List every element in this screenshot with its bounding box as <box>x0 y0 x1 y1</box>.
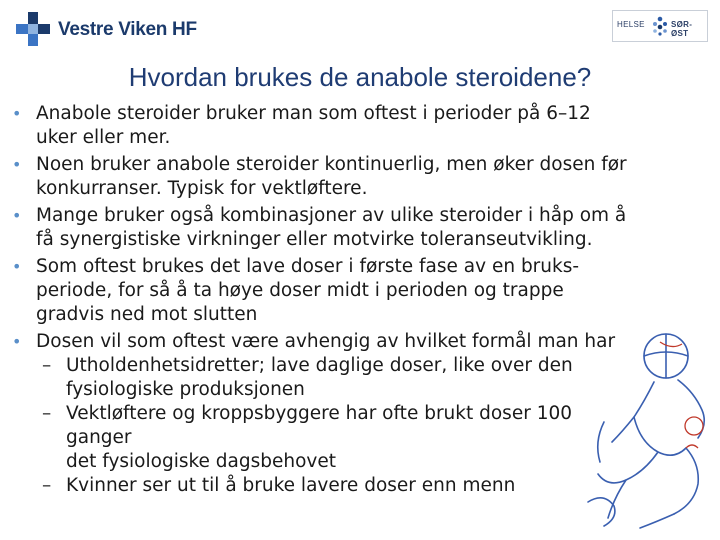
cross-logo-icon <box>16 12 50 46</box>
partner-word-1: HELSE <box>617 20 645 29</box>
dots-logo-icon <box>651 16 669 36</box>
bullet-item: • Dosen vil som oftest være avhengig av hvilket formål man har – Utholdenhetsidretter; lave daglige doser, like over den fysiologiske produksjonen – Vektløftere og kroppsbyggere har ofte brukt doser 100 ganger det fysiologiske dagsbehovet – Kvinner ser ut til å bruke lavere doser enn menn <box>8 330 708 498</box>
bullet-item: • Anabole steroider bruker man som oftest i perioder på 6–12 uker eller mer. <box>8 102 708 150</box>
org-name: Vestre Viken HF <box>58 19 197 40</box>
sub-bullet-item: – Kvinner ser ut til å bruke lavere doser enn menn <box>36 474 708 498</box>
bullet-list <box>8 102 708 501</box>
partner-word-2: SØR-ØST <box>671 20 693 38</box>
bullet-item: • Som oftest brukes det lave doser i første fase av en bruks- periode, for så å ta høye doser midt i perioden og trappe gradvis ned mot slutten <box>8 255 708 327</box>
sub-bullet-item: – Utholdenhetsidretter; lave daglige doser, like over den fysiologiske produksjonen <box>36 354 708 402</box>
vestre-viken-logo <box>16 12 216 48</box>
slide-title: Hvordan brukes de anabole steroidene? <box>128 62 592 92</box>
bullet-item: • Mange bruker også kombinasjoner av ulike steroider i håp om å få synergistiske virkninger eller motvirke toleranseutvikling. <box>8 204 708 252</box>
bullet-item: • Noen bruker anabole steroider kontinuerlig, men øker dosen før konkurranser. Typisk for vektløftere. <box>8 153 708 201</box>
helse-sor-ost-logo <box>612 10 708 42</box>
sub-bullet-item: – Vektløftere og kroppsbyggere har ofte brukt doser 100 ganger det fysiologiske dagsbehovet <box>36 402 708 474</box>
sub-bullet-list <box>36 354 708 498</box>
